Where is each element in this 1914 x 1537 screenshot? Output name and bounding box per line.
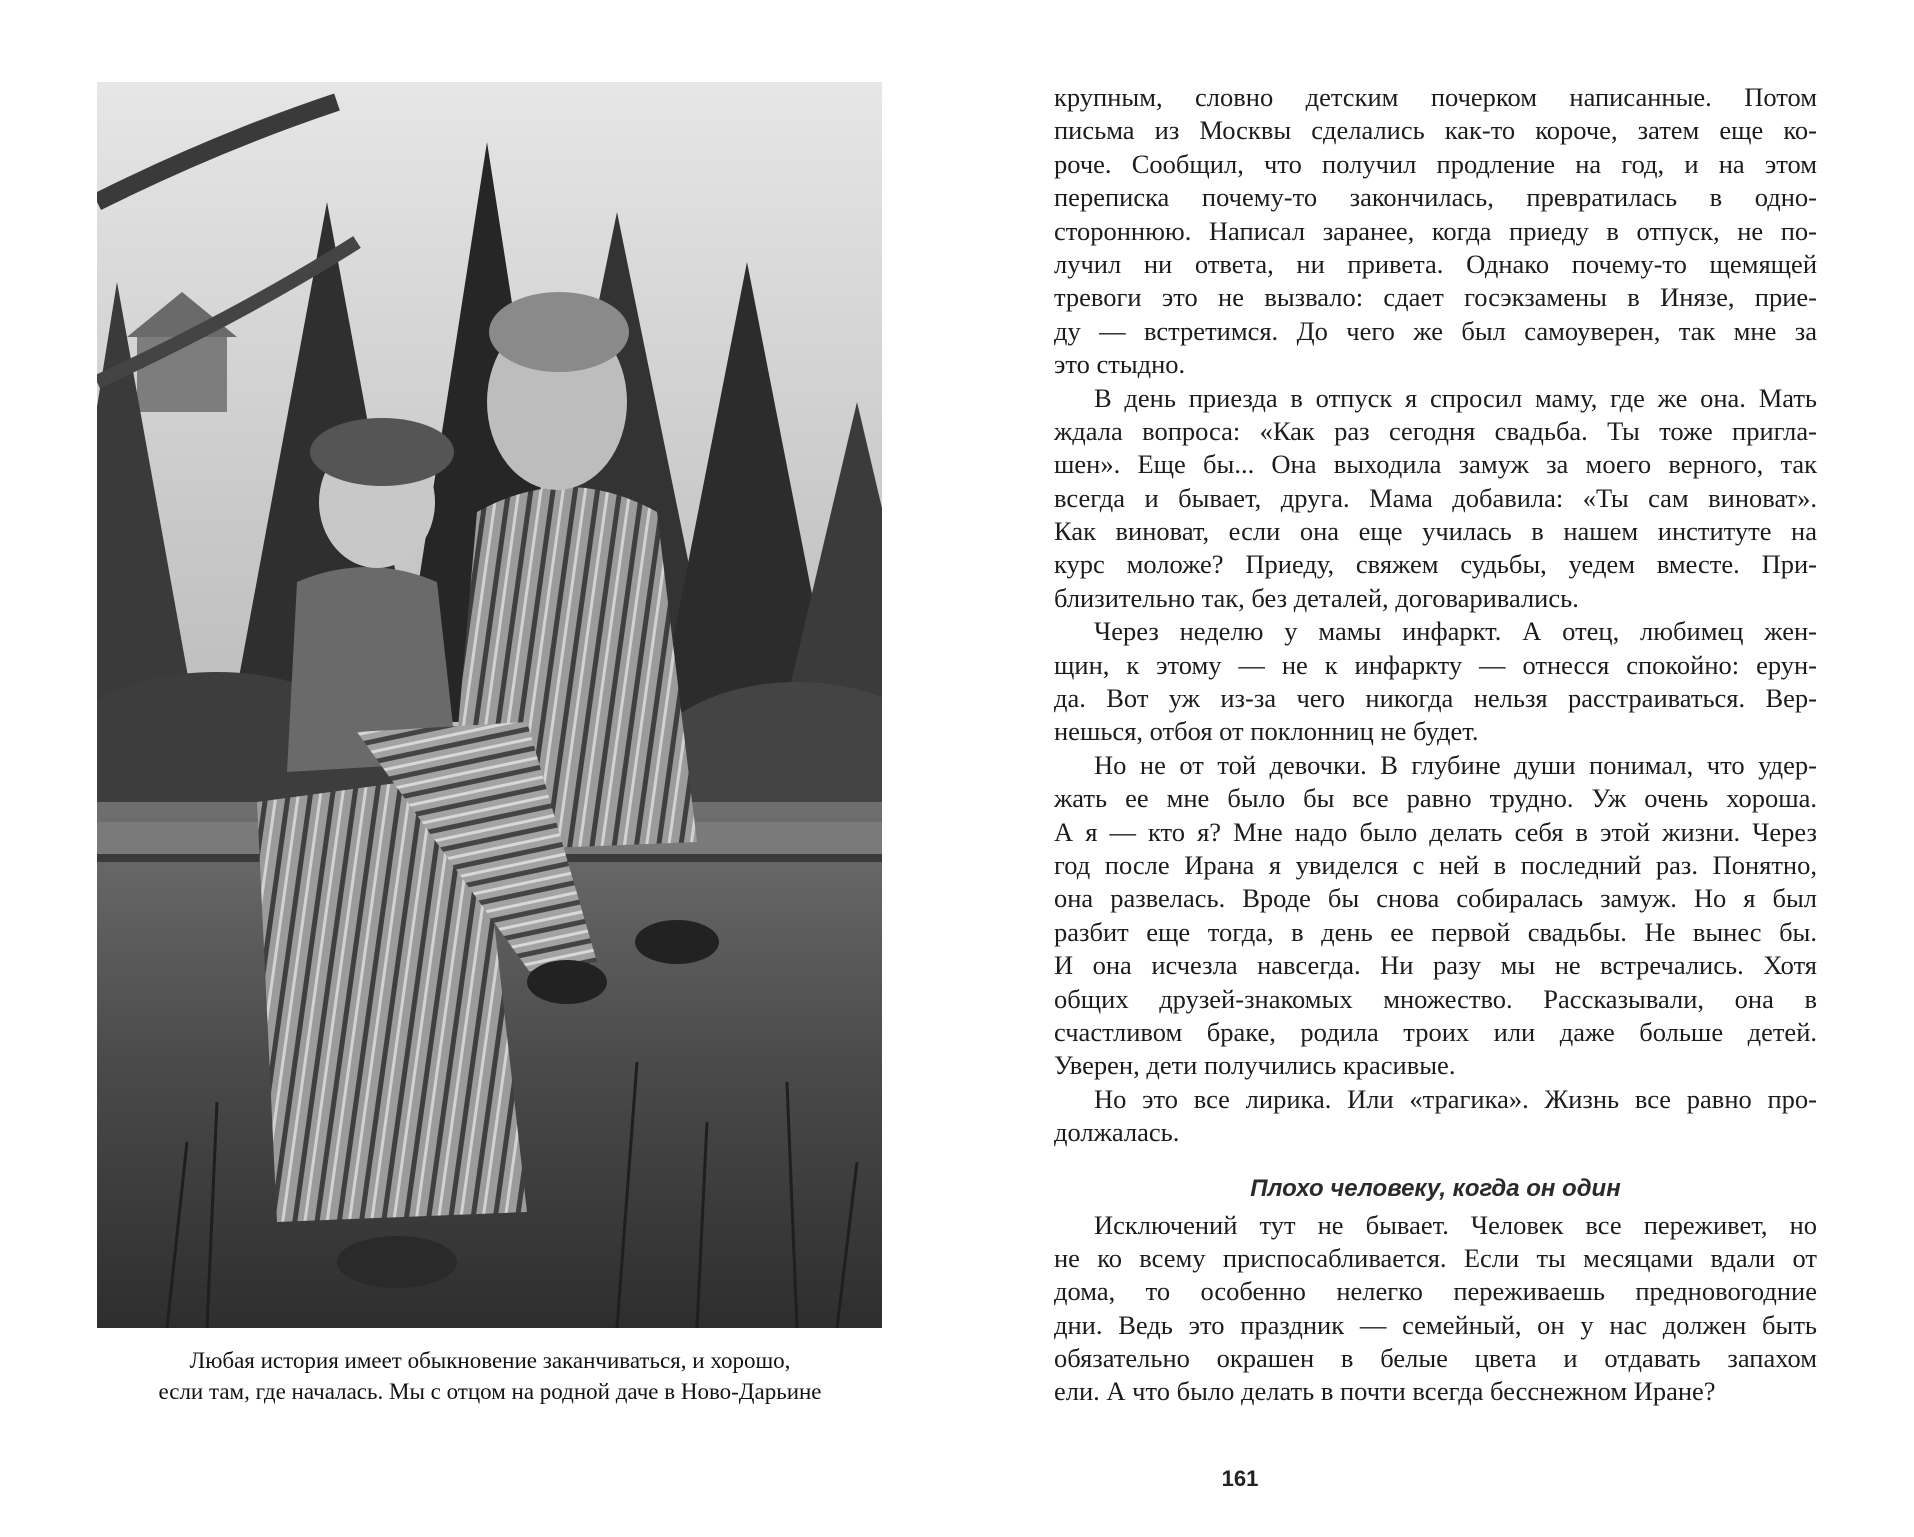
text-line: должалась. xyxy=(1054,1117,1180,1148)
text-line: стороннюю. Написал заранее, когда приеду в отпуск, не по- xyxy=(1054,215,1817,246)
text-line: крупным, словно детским почерком написанные. Потом xyxy=(1054,82,1817,112)
photograph xyxy=(97,82,882,1328)
text-line: да. Вот уж из-за чего никогда нельзя расстраиваться. Вер- xyxy=(1054,683,1817,714)
text-line: тревоги это не вызвало: сдает госэкзамены в Инязе, прие- xyxy=(1054,282,1817,313)
text-line: близительно так, без деталей, договаривались. xyxy=(1054,582,1579,613)
text-line: щин, к этому — не к инфаркту — отнесся спокойно: ерун- xyxy=(1054,649,1817,680)
text-line: Исключений тут не бывает. Человек все переживет, но xyxy=(1094,1209,1817,1240)
text-line: ели. А что было делать в почти всегда бесснежном Иране? xyxy=(1054,1376,1716,1407)
text-line: Через неделю у мамы инфаркт. А отец, любимец жен- xyxy=(1094,616,1817,647)
text-line: обязательно окрашен в белые цвета и отдавать запахом xyxy=(1054,1343,1817,1374)
caption-line: Любая история имеет обыкновение заканчиваться, и хорошо, xyxy=(189,1348,791,1373)
text-line: это стыдно. xyxy=(1054,349,1186,380)
text-line: ду — встретимся. До чего же был самоуверен, так мне за xyxy=(1054,315,1817,346)
text-line: А я — кто я? Мне надо было делать себя в этой жизни. Через xyxy=(1054,816,1817,847)
text-line: шен». Еще бы... Она выходила замуж за моего верного, так xyxy=(1054,449,1817,480)
text-line: лучил ни ответа, ни привета. Однако почему-то щемящей xyxy=(1054,248,1817,279)
text-line: И она исчезла навсегда. Ни разу мы не встречались. Хотя xyxy=(1054,950,1817,981)
text-line: дома, то особенно нелегко переживаешь предновогодние xyxy=(1054,1276,1817,1307)
text-line: не ко всему приспосабливается. Если ты месяцами вдали от xyxy=(1054,1242,1817,1273)
text-line: ждала вопроса: «Как раз сегодня свадьба. Ты тоже пригла- xyxy=(1054,415,1817,446)
text-line: дни. Ведь это праздник — семейный, он у нас должен быть xyxy=(1054,1309,1817,1340)
text-line: Но не от той девочки. В глубине души понимал, что удер- xyxy=(1094,749,1817,780)
text-line: всегда и бывает, друга. Мама добавила: «Ты сам виноват». xyxy=(1054,482,1817,513)
text-line: жать ее мне было бы все равно трудно. Уж очень хороша. xyxy=(1054,783,1817,814)
photo-caption xyxy=(90,1345,890,1407)
text-line: письма из Москвы сделались как-то короче, затем еще ко- xyxy=(1054,115,1817,146)
text-line: В день приезда в отпуск я спросил маму, где же она. Мать xyxy=(1094,382,1817,413)
caption-line: если там, где началась. Мы с отцом на родной даче в Ново-Дарьине xyxy=(158,1379,822,1404)
text-line: курс моложе? Приеду, свяжем судьбы, уедем вместе. При- xyxy=(1054,549,1817,580)
text-line: Как виноват, если она еще училась в нашем институте на xyxy=(1054,516,1817,547)
text-line: счастливом браке, родила троих или даже больше детей. xyxy=(1054,1016,1817,1047)
text-line: она развелась. Вроде бы снова собиралась замуж. Но я был xyxy=(1054,883,1817,914)
page-number: 161 xyxy=(1221,1466,1259,1491)
text-line: Но это все лирика. Или «трагика». Жизнь все равно про- xyxy=(1094,1083,1817,1114)
text-line: Уверен, дети получились красивые. xyxy=(1054,1050,1456,1081)
text-line: общих друзей-знакомых множество. Рассказывали, она в xyxy=(1054,983,1817,1014)
photo-illustration xyxy=(97,82,882,1328)
section-heading: Плохо человеку, когда он один xyxy=(1250,1174,1621,1202)
text-line: роче. Сообщил, что получил продление на год, и на этом xyxy=(1054,148,1817,179)
text-line: разбит еще тогда, в день ее первой свадьбы. Не вынес бы. xyxy=(1054,916,1817,947)
text-line: переписка почему-то закончилась, превратилась в одно- xyxy=(1054,182,1817,213)
body-text xyxy=(1054,81,1817,1409)
text-line: год после Ирана я увиделся с ней в последний раз. Понятно, xyxy=(1054,849,1817,880)
text-line: нешься, отбоя от поклонниц не будет. xyxy=(1054,716,1479,747)
